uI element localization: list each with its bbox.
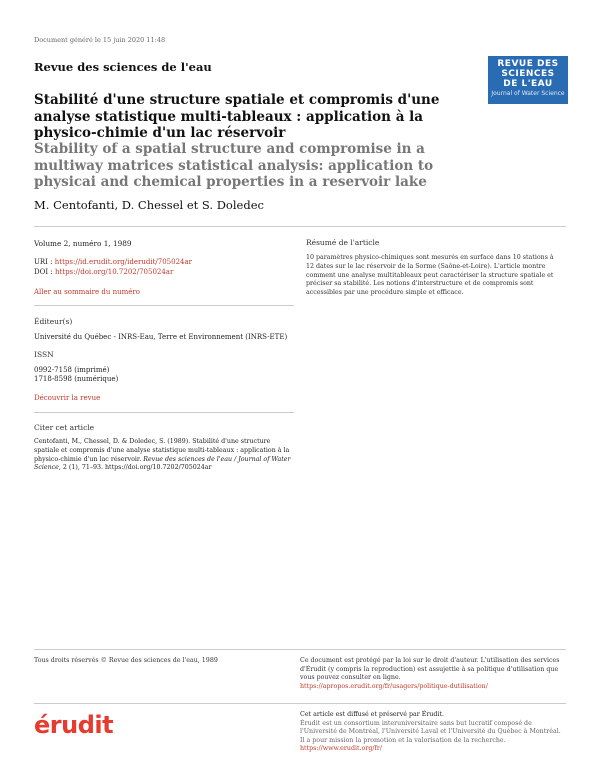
volume-info: Volume 2, numéro 1, 1989 [34, 239, 132, 248]
copyright-text: Ce document est protégé par la loi sur le droit d'auteur. L'utilisation des services d'Érudit (y compris la reproduction) est assujettie à sa politique d'utilisation que vous pouvez consulter en ligne. [300, 657, 560, 682]
doi-link[interactable]: https://doi.org/10.7202/705024ar [54, 268, 174, 276]
copyright-notice [300, 657, 560, 691]
rights-notice: Tous droits réservés © Revue des sciences de l'eau, 1989 [34, 657, 218, 664]
abstract-label: Résumé de l'article [306, 238, 380, 247]
cite-label: Citer cet article [34, 423, 95, 432]
logo-subtitle: Journal of Water Science [491, 90, 565, 97]
logo-line-3: DE L'EAU [503, 79, 553, 89]
article-authors: M. Centofanti, D. Chessel et S. Doledec [34, 198, 264, 212]
publisher-name: Université du Québec - INRS-Eau, Terre et Environnement (INRS-ETE) [34, 333, 288, 341]
summary-link[interactable]: Aller au sommaire du numéro [34, 288, 140, 296]
doi-label: DOI : [34, 268, 53, 276]
abstract-text: 10 paramètres physico-chimiques sont mesurés en surface dans 10 stations à 12 dates sur le lac réservoir de la Sorme (Saône-et-Loire). L'article montre comment une analyse multitableaux peut caractériser la structure spatiale et préciser sa stabilité. Les notions d'interstructure et de compromis sont accessibles par une procédure simple et efficace. [306, 254, 554, 297]
citation-text [34, 438, 296, 473]
divider-left-1 [34, 305, 294, 306]
generated-date: Document généré le 15 juin 2020 11:48 [34, 36, 166, 44]
erudit-info [300, 711, 562, 754]
logo-line-2: SCIENCES [501, 69, 555, 79]
erudit-link[interactable]: https://www.erudit.org/fr/ [300, 745, 382, 753]
journal-name: Revue des sciences de l'eau [34, 60, 212, 74]
issn-label: ISSN [34, 350, 54, 359]
erudit-description: Érudit est un consortium interuniversitaire sans but lucratif composé de l'Université de Montréal, l'Université Laval et l'Université du Québec à Montréal. Il a pour mission la promotion et la valorisation de la recherche. [300, 719, 561, 744]
publisher-label: Éditeur(s) [34, 317, 73, 326]
citation-journal: Revue des sciences de l'eau / Journal of Water Science [34, 455, 291, 472]
discover-journal-link[interactable]: Découvrir la revue [34, 394, 101, 402]
policy-link[interactable]: https://apropos.erudit.org/fr/usagers/politique-dutilisation/ [300, 682, 488, 690]
uri-label: URI : [34, 258, 53, 266]
erudit-logo[interactable]: érudit [34, 711, 114, 739]
issn-digital: 1718-8598 (numérique) [34, 375, 119, 383]
citation-plain: Centofanti, M., Chessel, D. & Doledec, S. (1989). Stabilité d'une structure spatiale et compromis d'une analyse statistique multi-tableaux : application à la physico-chimie d'un lac réservoir. [34, 438, 290, 463]
divider-top [34, 226, 566, 227]
uri-line [34, 258, 192, 268]
uri-link[interactable]: https://id.erudit.org/iderudit/705024ar [54, 258, 192, 266]
journal-logo[interactable] [488, 56, 568, 104]
divider-erudit [34, 703, 566, 704]
doi-line [34, 268, 173, 278]
divider-footer [34, 649, 566, 650]
citation-end: , 2 (1), 71–93. https://doi.org/10.7202/705024ar [58, 464, 212, 472]
issn-print: 0992-7158 (imprimé) [34, 366, 110, 374]
erudit-first-line: Cet article est diffusé et préservé par Érudit. [300, 711, 444, 718]
article-title-fr: Stabilité d'une structure spatiale et compromis d'une analyse statistique multi-tableaux : application à la physico-chimie d'un lac réservoir [34, 92, 440, 141]
article-title-en: Stability of a spatial structure and compromise in a multiway matrices statistical analysis: application to physicai and chemical properties in a reservoir lake [34, 141, 434, 190]
logo-line-1: REVUE DES [497, 59, 559, 69]
divider-left-2 [34, 412, 294, 413]
